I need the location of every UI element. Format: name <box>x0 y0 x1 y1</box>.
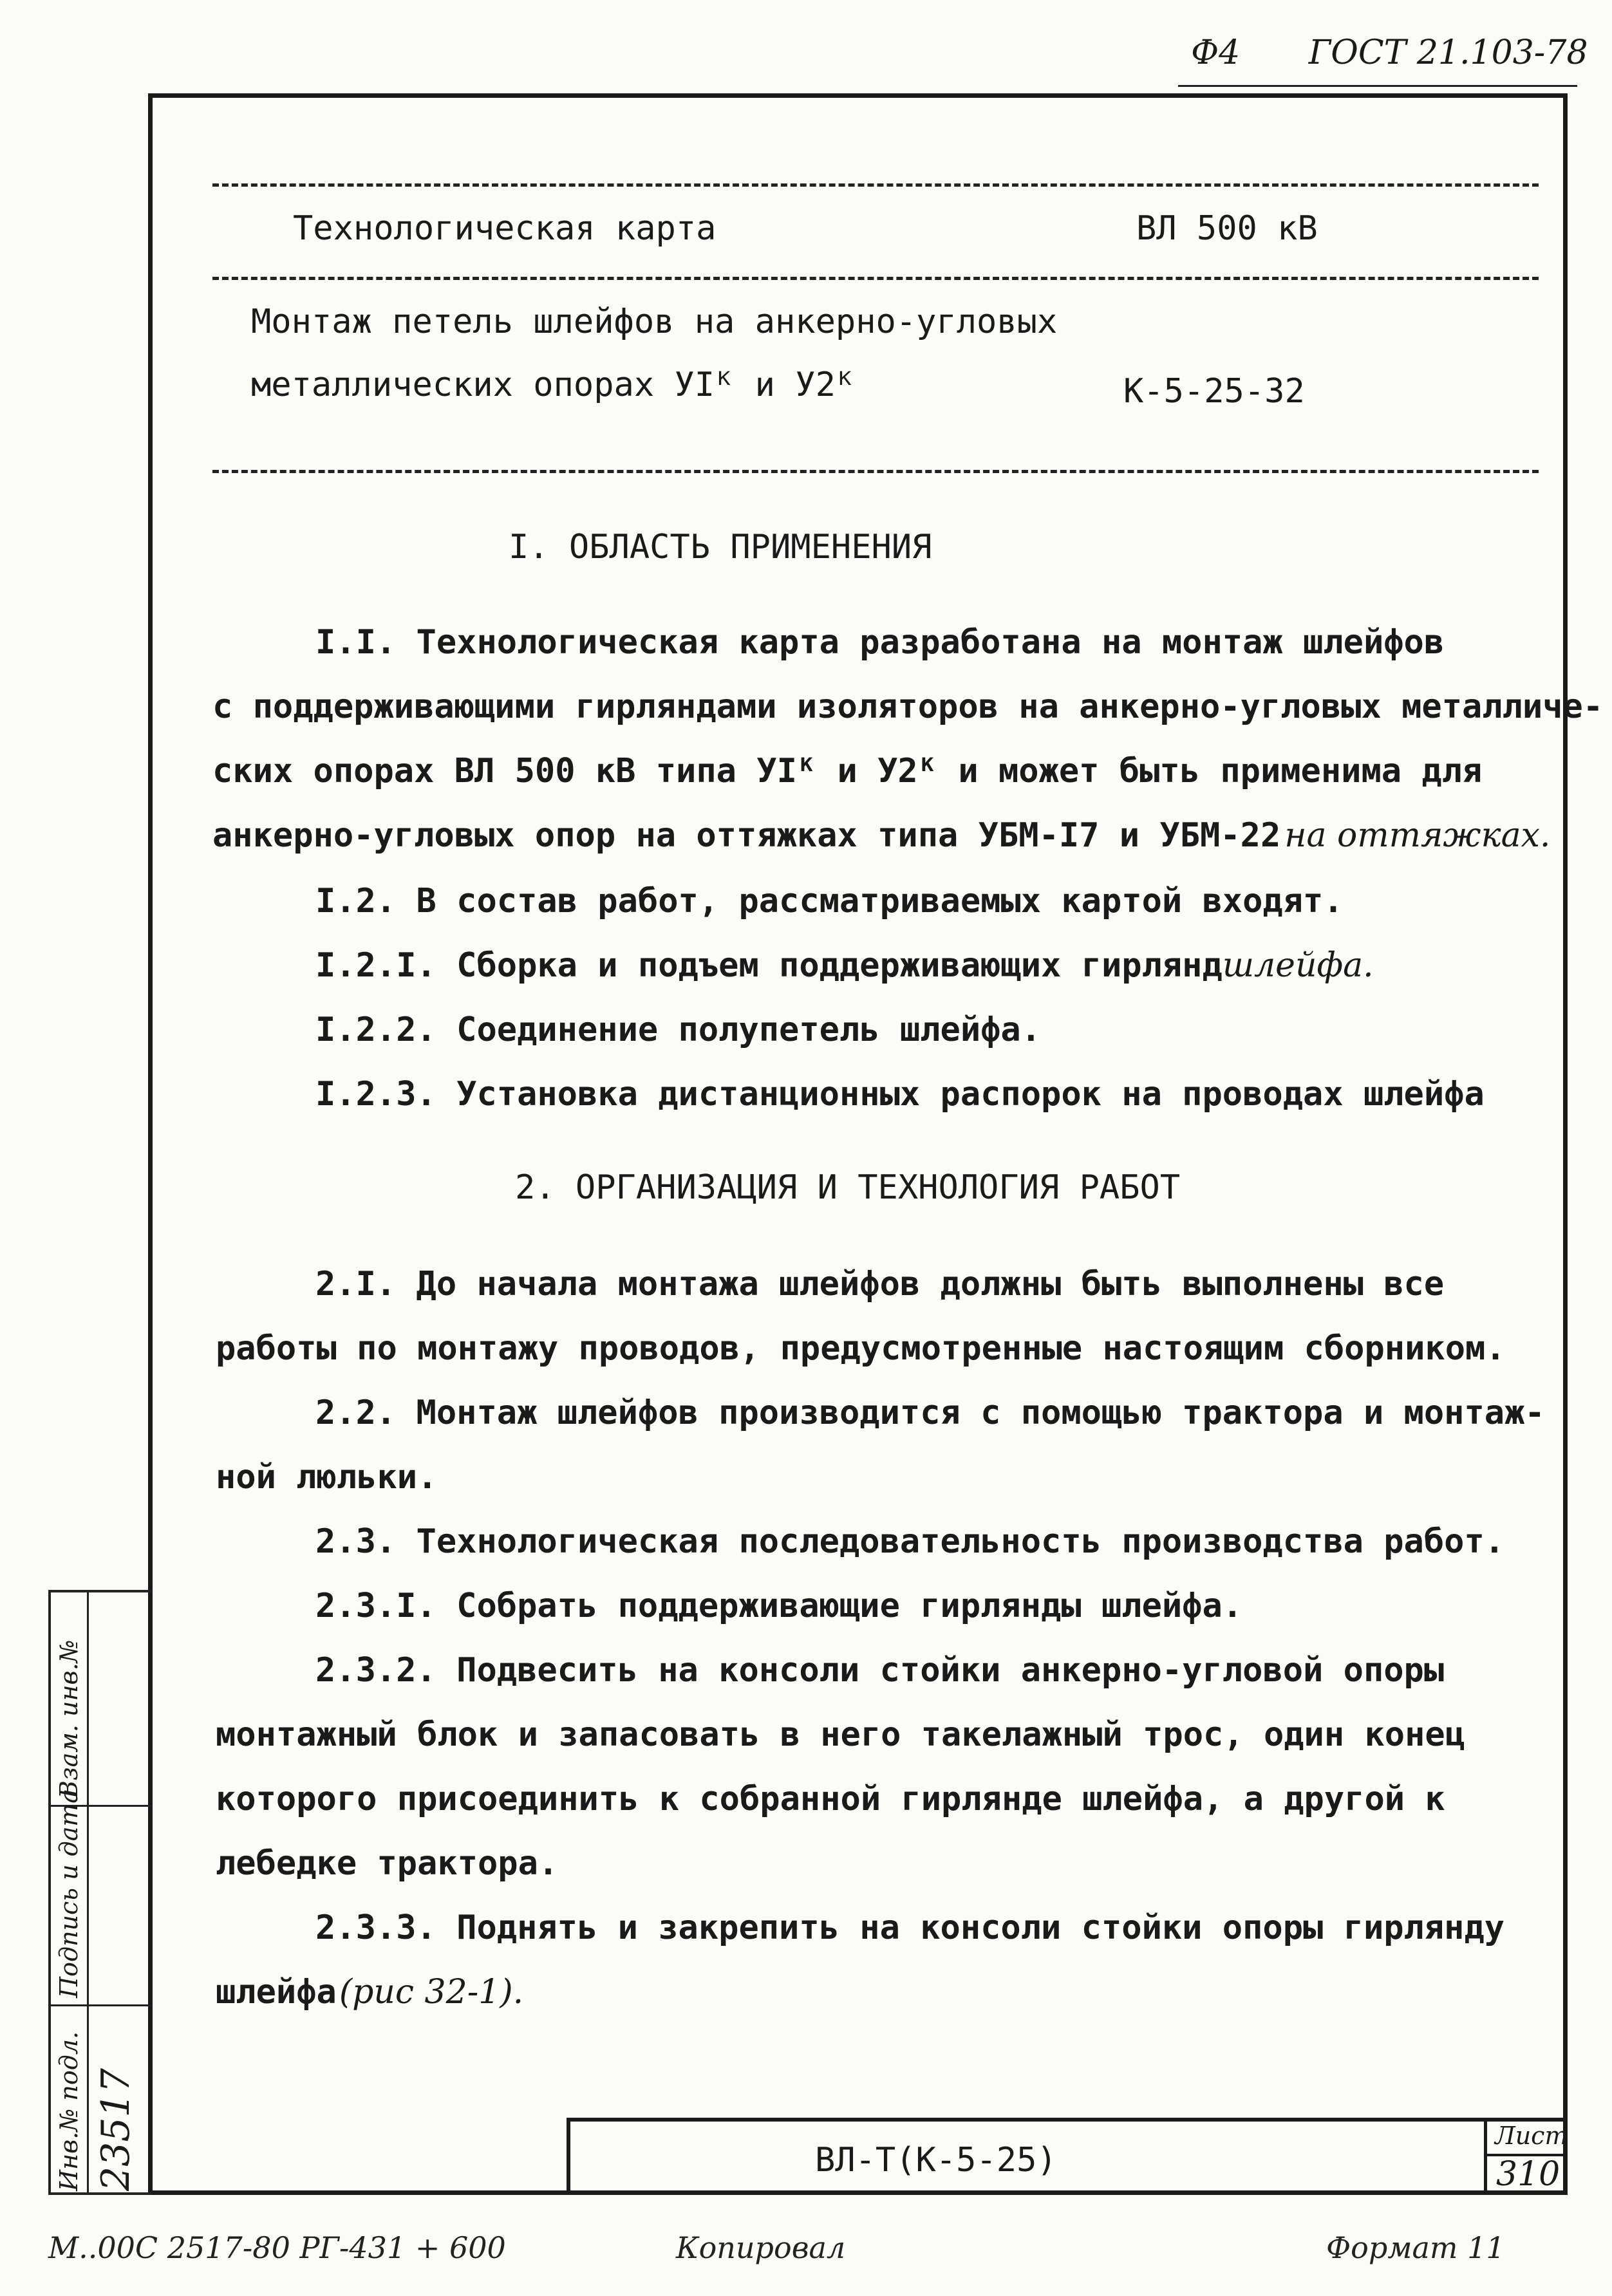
subject-line-2: металлических опорах УIᴷ и У2ᴷ <box>251 366 856 404</box>
divider-top <box>212 183 1539 187</box>
para-2-3-3-line-2 <box>216 1973 523 2011</box>
para-2-2-line-2: ной люльки. <box>216 1458 438 1497</box>
sheet-label: Лист <box>1495 2122 1568 2150</box>
para-2-1-line-1: 2.I. До начала монтажа шлейфов должны быть выполнены все <box>315 1265 1445 1303</box>
sheet-doc-code: ВЛ-Т(К-5-25) <box>815 2141 1057 2179</box>
para-1-1-line-4 <box>212 816 1550 855</box>
subject-line-1: Монтаж петель шлейфов на анкерно-угловых <box>251 303 1058 341</box>
voltage-label: ВЛ 500 кВ <box>1136 209 1318 248</box>
divider-bottom <box>212 470 1539 473</box>
para-2-3-2-line-1: 2.3.2. Подвесить на консоли стойки анкерно-угловой опоры <box>315 1651 1445 1690</box>
stamp-replace-label: Взам. инв.№ <box>55 1639 83 1798</box>
doc-type: Технологическая карта <box>293 209 717 248</box>
para-2-3-1: 2.3.I. Собрать поддерживающие гирлянды шлейфа. <box>315 1587 1243 1625</box>
sheet-number-cell <box>1484 2122 1568 2195</box>
divider-mid <box>212 277 1539 280</box>
para-1-2-3: I.2.3. Установка дистанционных распорок на проводах шлейфа <box>315 1075 1485 1114</box>
handwritten-note-3: (рис 32-1). <box>339 1973 524 2011</box>
side-stamp <box>48 1590 151 2195</box>
para-1-2: I.2. В состав работ, рассматриваемых картой входят. <box>315 882 1344 920</box>
para-2-3-3-line-1: 2.3.3. Поднять и закрепить на консоли стойки опоры гирлянду <box>315 1909 1505 1947</box>
para-1-1-line-2: с поддерживающими гирляндами изоляторов на анкерно-угловых металличе- <box>212 687 1604 726</box>
para-1-2-1-text: I.2.I. Сборка и подъем поддерживающих гирлянд <box>315 946 1223 985</box>
section-1-heading: I. ОБЛАСТЬ ПРИМЕНЕНИЯ <box>509 528 932 566</box>
para-2-1-line-2: работы по монтажу проводов, предусмотренные настоящим сборником. <box>216 1329 1506 1368</box>
para-1-2-1 <box>315 946 1374 985</box>
handwritten-note-2: шлейфа. <box>1222 946 1374 985</box>
para-2-3-2-line-3: которого присоединить к собранной гирлянде шлейфа, а другой к <box>216 1780 1445 1818</box>
section-2-heading: 2. ОРГАНИЗАЦИЯ И ТЕХНОЛОГИЯ РАБОТ <box>515 1168 1181 1207</box>
stamp-inv-number: 23517 <box>93 2068 138 2191</box>
para-1-1-line-4-text: анкерно-угловых опор на оттяжках типа УБМ-I7 и УБМ-22 <box>212 816 1281 855</box>
sheet-title-block <box>567 2118 1568 2195</box>
format-stamp <box>1191 33 1588 72</box>
footer-right: Формат 11 <box>1326 2230 1505 2265</box>
para-1-2-2: I.2.2. Соединение полупетель шлейфа. <box>315 1011 1042 1049</box>
para-1-1-line-1: I.I. Технологическая карта разработана на монтаж шлейфов <box>315 623 1445 662</box>
footer-left: М..00С 2517-80 РГ-431 + 600 <box>48 2230 506 2265</box>
para-2-3-2-line-4: лебедке трактора. <box>216 1844 559 1883</box>
para-2-3: 2.3. Технологическая последовательность производства работ. <box>315 1522 1505 1561</box>
standard-code: ГОСТ 21.103-78 <box>1308 33 1588 72</box>
stamp-sign-label: Подпись и дата <box>55 1788 83 1998</box>
card-code: К-5-25-32 <box>1123 372 1305 411</box>
para-1-1-line-3: ских опорах ВЛ 500 кВ типа УIᴷ и У2ᴷ и может быть применима для <box>212 752 1483 790</box>
format-code: Ф4 <box>1191 33 1241 72</box>
stamp-row-sep-2 <box>51 2004 151 2006</box>
header-underline <box>1178 85 1577 87</box>
stamp-inv-label: Инв.№ подл. <box>55 2031 83 2191</box>
footer-center: Копировал <box>676 2230 846 2265</box>
para-2-3-3-line-2-text: шлейфа <box>216 1973 337 2011</box>
para-2-3-2-line-2: монтажный блок и запасовать в него такелажный трос, один конец <box>216 1715 1466 1754</box>
para-2-2-line-1: 2.2. Монтаж шлейфов производится с помощью трактора и монтаж- <box>315 1394 1545 1432</box>
handwritten-note-1: на оттяжках. <box>1284 816 1551 855</box>
sheet-number: 310 <box>1496 2155 1560 2194</box>
